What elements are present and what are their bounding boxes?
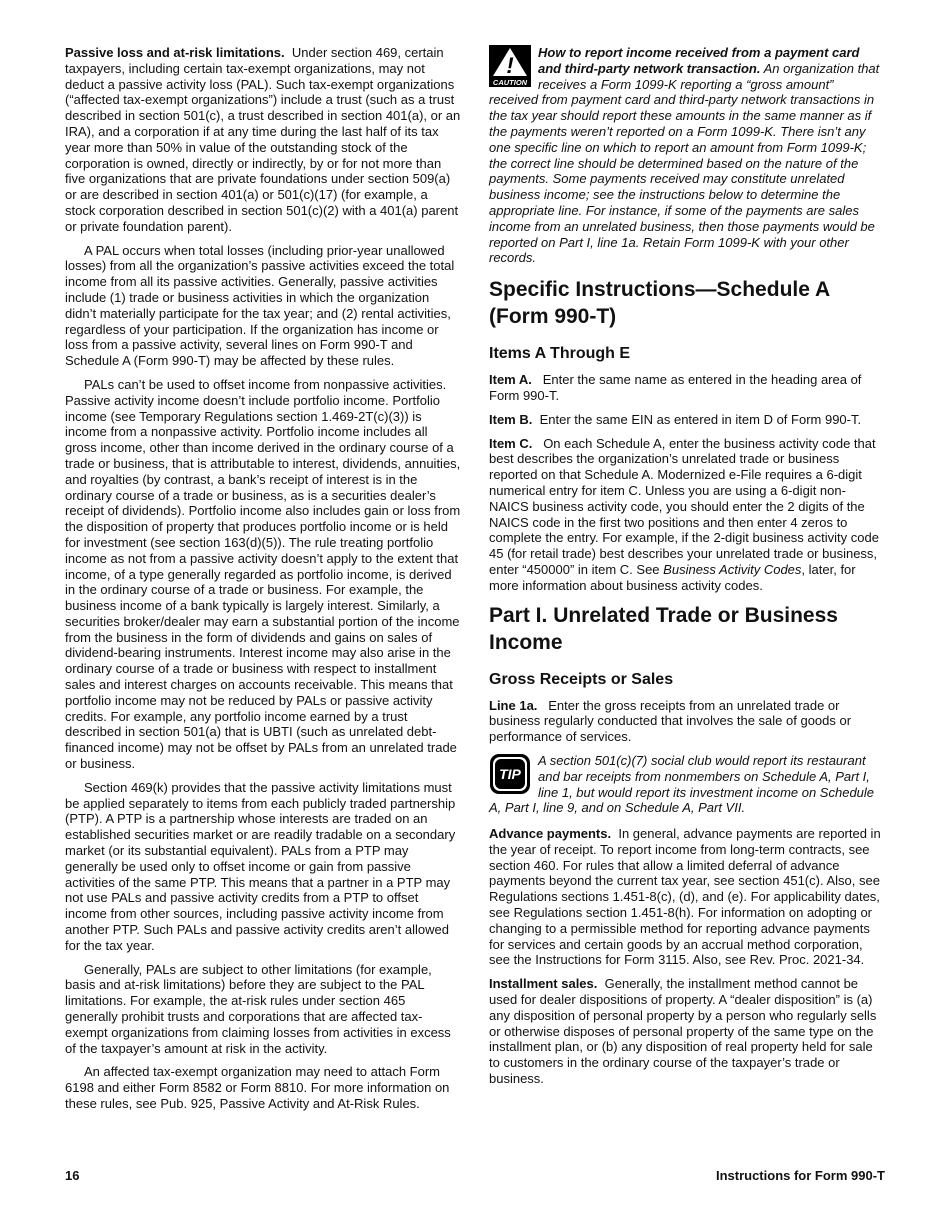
passive-loss-paragraph <box>65 45 461 235</box>
passive-loss-heading: Passive loss and at-risk limitations. <box>65 45 285 60</box>
part-one-heading: Part I. Unrelated Trade or Business Income <box>489 603 838 654</box>
advance-payments-paragraph <box>489 826 885 968</box>
portfolio-income-paragraph: PALs can’t be used to offset income from nonpassive activities. Passive activity income doesn’t include portfolio income. Portfolio income (see Temporary Regulations section 1.469-2T(c)(3)) is income from a nonpassive activity. Portfolio income includes all gross income, other than income derived in the ordinary course of a trade or business, that is attributable to interest, dividends, annuities, and royalties (by contrast, a bank’s receipt of interest is in the ordinary course of a trade or business, as is a securities dealer’s receipt of dividends). Portfolio income also includes gain or loss from the disposition of property that produces portfolio income or is held for investment (see section 163(d)(5)). The rule treating portfolio income as not from a passive activity doesn’t apply to the extent that income, of a type generally regarded as portfolio income, is derived in the ordinary course of a trade or business. For example, the business income of a bank typically is largely interest. Similarly, a securities broker/dealer may earn a substantial portion of the income from the business in the form of dividends and gains on sales of dividend-bearing instruments. Interest income may also arise in the ordinary course of a trade or business with respect to installment sales and interest charges on accounts receivable. This means that portfolio income may not be reduced by PALs or passive activity credits. For example, any portfolio income earned by a trust described in section 501(a) that is UBTI (such as unrelated debt-financed income) may not be offset by PALs from an unrelated trade or business. <box>65 376 461 772</box>
pal-definition-paragraph: A PAL occurs when total losses (including prior-year unallowed losses) from all the organization’s passive activities exceed the total income from all its passive activities. Generally, passive activities include (1) trade or business activities in which the organization didn’t materially participate for the tax year; and (2) rental activities, regardless of your participation. If the organization has income or loss from a passive activity, several lines on Form 990-T and Schedule A (Form 990-T) may be affected by these rules. <box>65 242 455 369</box>
item-a-label: Item A. <box>489 372 532 388</box>
tip-note <box>489 753 885 816</box>
item-c-paragraph <box>489 436 885 594</box>
item-b-paragraph <box>489 412 885 428</box>
caution-note <box>489 45 885 266</box>
caution-icon-label: CAUTION <box>492 78 528 87</box>
item-c-text: On each Schedule A, enter the business activity code that best describes the organization’s unrelated trade or business reported on that Schedule A. Modernized e-File requires a 6-digit numerical entry for item C. Unless you are using a 6-digit non-NAICS business activity code, you should enter the 2 digits of the NAICS code in the first two positions and then enter 4 zeros to complete the entry. For example, if the 2-digit business activity code 45 (for retail trade) best describes your unrelated trade or business, enter “450000” in item C. See <box>489 435 879 577</box>
passive-loss-text: Under section 469, certain taxpayers, including certain tax-exempt organizations, may not deduct a passive activity loss (PAL). Such tax-exempt organizations (“affected tax-exempt organizations”) include a trust (such as a trust described in section 501(c), a trust described in section 401(a), or an IRA), and a corporation if at any time during the last half of its tax year more than 50% in value of the outstanding stock of the corporation is owned, directly or indirectly, by or for not more than five organizations that are private foundations under section 509(a) or are described in section 401(a) or 501(c)(17) (for example, a stock corporation described in section 501(c)(2) with a 401(a) parent or private foundation parent). <box>65 45 461 234</box>
page-number: 16 <box>65 1168 80 1183</box>
attach-forms-paragraph: An affected tax-exempt organization may need to attach Form 6198 and either Form 8582 or Form 8810. For more information on these rules, see Pub. 925, Passive Activity and At-Risk Rules. <box>65 1064 450 1111</box>
tip-icon-label: TIP <box>499 765 521 782</box>
footer-doc-title: Instructions for Form 990-T <box>715 1168 885 1183</box>
items-a-through-e-heading: Items A Through E <box>489 345 631 363</box>
advance-payments-heading: Advance payments. <box>489 826 612 842</box>
gross-receipts-heading: Gross Receipts or Sales <box>489 670 674 688</box>
caution-text: An organization that receives a Form 1099-K reporting a “gross amount” received from payment card and third-party network transactions in the tax year should report these amounts in the same manner as if the payments weren’t reported on a Form 1099-K. There isn’t any one specific line on which to report an amount from Form 1099-K; the correct line should be determined based on the nature of the payments. Some payments received may constitute unrelated business income; see the instructions below to determine the appropriate line. For instance, if some of the payments are sales income from an unrelated business, then those payments would be reported on Part I, line 1a. Retain Form 1099-K with your other records. <box>489 60 880 266</box>
right-column <box>489 45 885 1095</box>
other-limitations-paragraph: Generally, PALs are subject to other limitations (for example, basis and at-risk limitations) before they are subject to the PAL limitations. For example, the at-risk rules under section 465 generally prohibit trusts and corporations that are affected tax-exempt organizations from claiming losses from activities in excess of the taxpayer’s amount at risk in the activity. <box>65 961 451 1056</box>
line-1a-text: Enter the gross receipts from an unrelated trade or business regularly conducted that involves the sale of goods or performance of services. <box>489 697 852 745</box>
item-a-paragraph <box>489 372 885 404</box>
left-column <box>65 45 461 1120</box>
item-c-tail: , later, for more information about business activity codes. <box>489 561 856 593</box>
line-1a-paragraph <box>489 698 885 745</box>
business-activity-codes-ref: Business Activity Codes <box>663 561 802 577</box>
installment-sales-heading: Installment sales. <box>489 976 598 992</box>
item-a-text: Enter the same name as entered in the heading area of Form 990-T. <box>489 372 862 403</box>
tip-icon <box>489 753 531 795</box>
specific-instructions-heading: Specific Instructions—Schedule A (Form 990-T) <box>489 278 830 329</box>
advance-payments-text: In general, advance payments are reported in the year of receipt. To report income from long-term contracts, see section 460. For rules that allow a limited deferral of advance payments beyond the current tax year, see section 451(c). Also, see Regulations sections 1.451-8(c), (d), and (e). For applicability dates, see Regulations section 1.451-8(h). For information on adopting or changing to a permissible method for reporting advance payments for services and certain goods by an accrual method corporation, see the Instructions for Form 3115. Also, see Rev. Proc. 2021-34. <box>489 826 881 968</box>
tip-text: A section 501(c)(7) social club would report its restaurant and bar receipts from nonmembers on Schedule A, Part I, line 1, but would report its investment income on Schedule A, Part I, line 9, and on Schedule A, Part VII. <box>489 752 875 816</box>
item-b-text: Enter the same EIN as entered in item D of Form 990-T. <box>539 411 862 427</box>
caution-icon-symbol: ! <box>506 53 514 78</box>
item-b-label: Item B. <box>489 411 533 427</box>
caution-heading: How to report income received from a payment card and third-party network transaction. <box>538 45 860 76</box>
item-c-label: Item C. <box>489 435 533 451</box>
caution-icon <box>489 45 531 87</box>
line-1a-label: Line 1a. <box>489 697 538 713</box>
installment-sales-paragraph <box>489 976 885 1087</box>
installment-sales-text: Generally, the installment method cannot be used for dealer dispositions of property. A “dealer disposition” is (a) any disposition of personal property by a person who regularly sells or otherwise disposes of personal property of the same type on the installment plan, or (b) any disposition of real property held for sale to customers in the ordinary course of the taxpayer’s trade or business. <box>489 976 877 1087</box>
ptp-paragraph: Section 469(k) provides that the passive activity limitations must be applied separately to items from each publicly traded partnership (PTP). A PTP is a partnership whose interests are traded on an established securities market or are readily tradable on a secondary market (or its substantial equivalent). PALs from a PTP may generally be used only to offset income or gain from passive activities of the same PTP. This means that a partner in a PTP may not use PALs and passive activity credits from a PTP to offset income from other sources, including passive activity income from another PTP. Such PALs and passive activity credits aren’t allowed for the tax year. <box>65 779 456 953</box>
